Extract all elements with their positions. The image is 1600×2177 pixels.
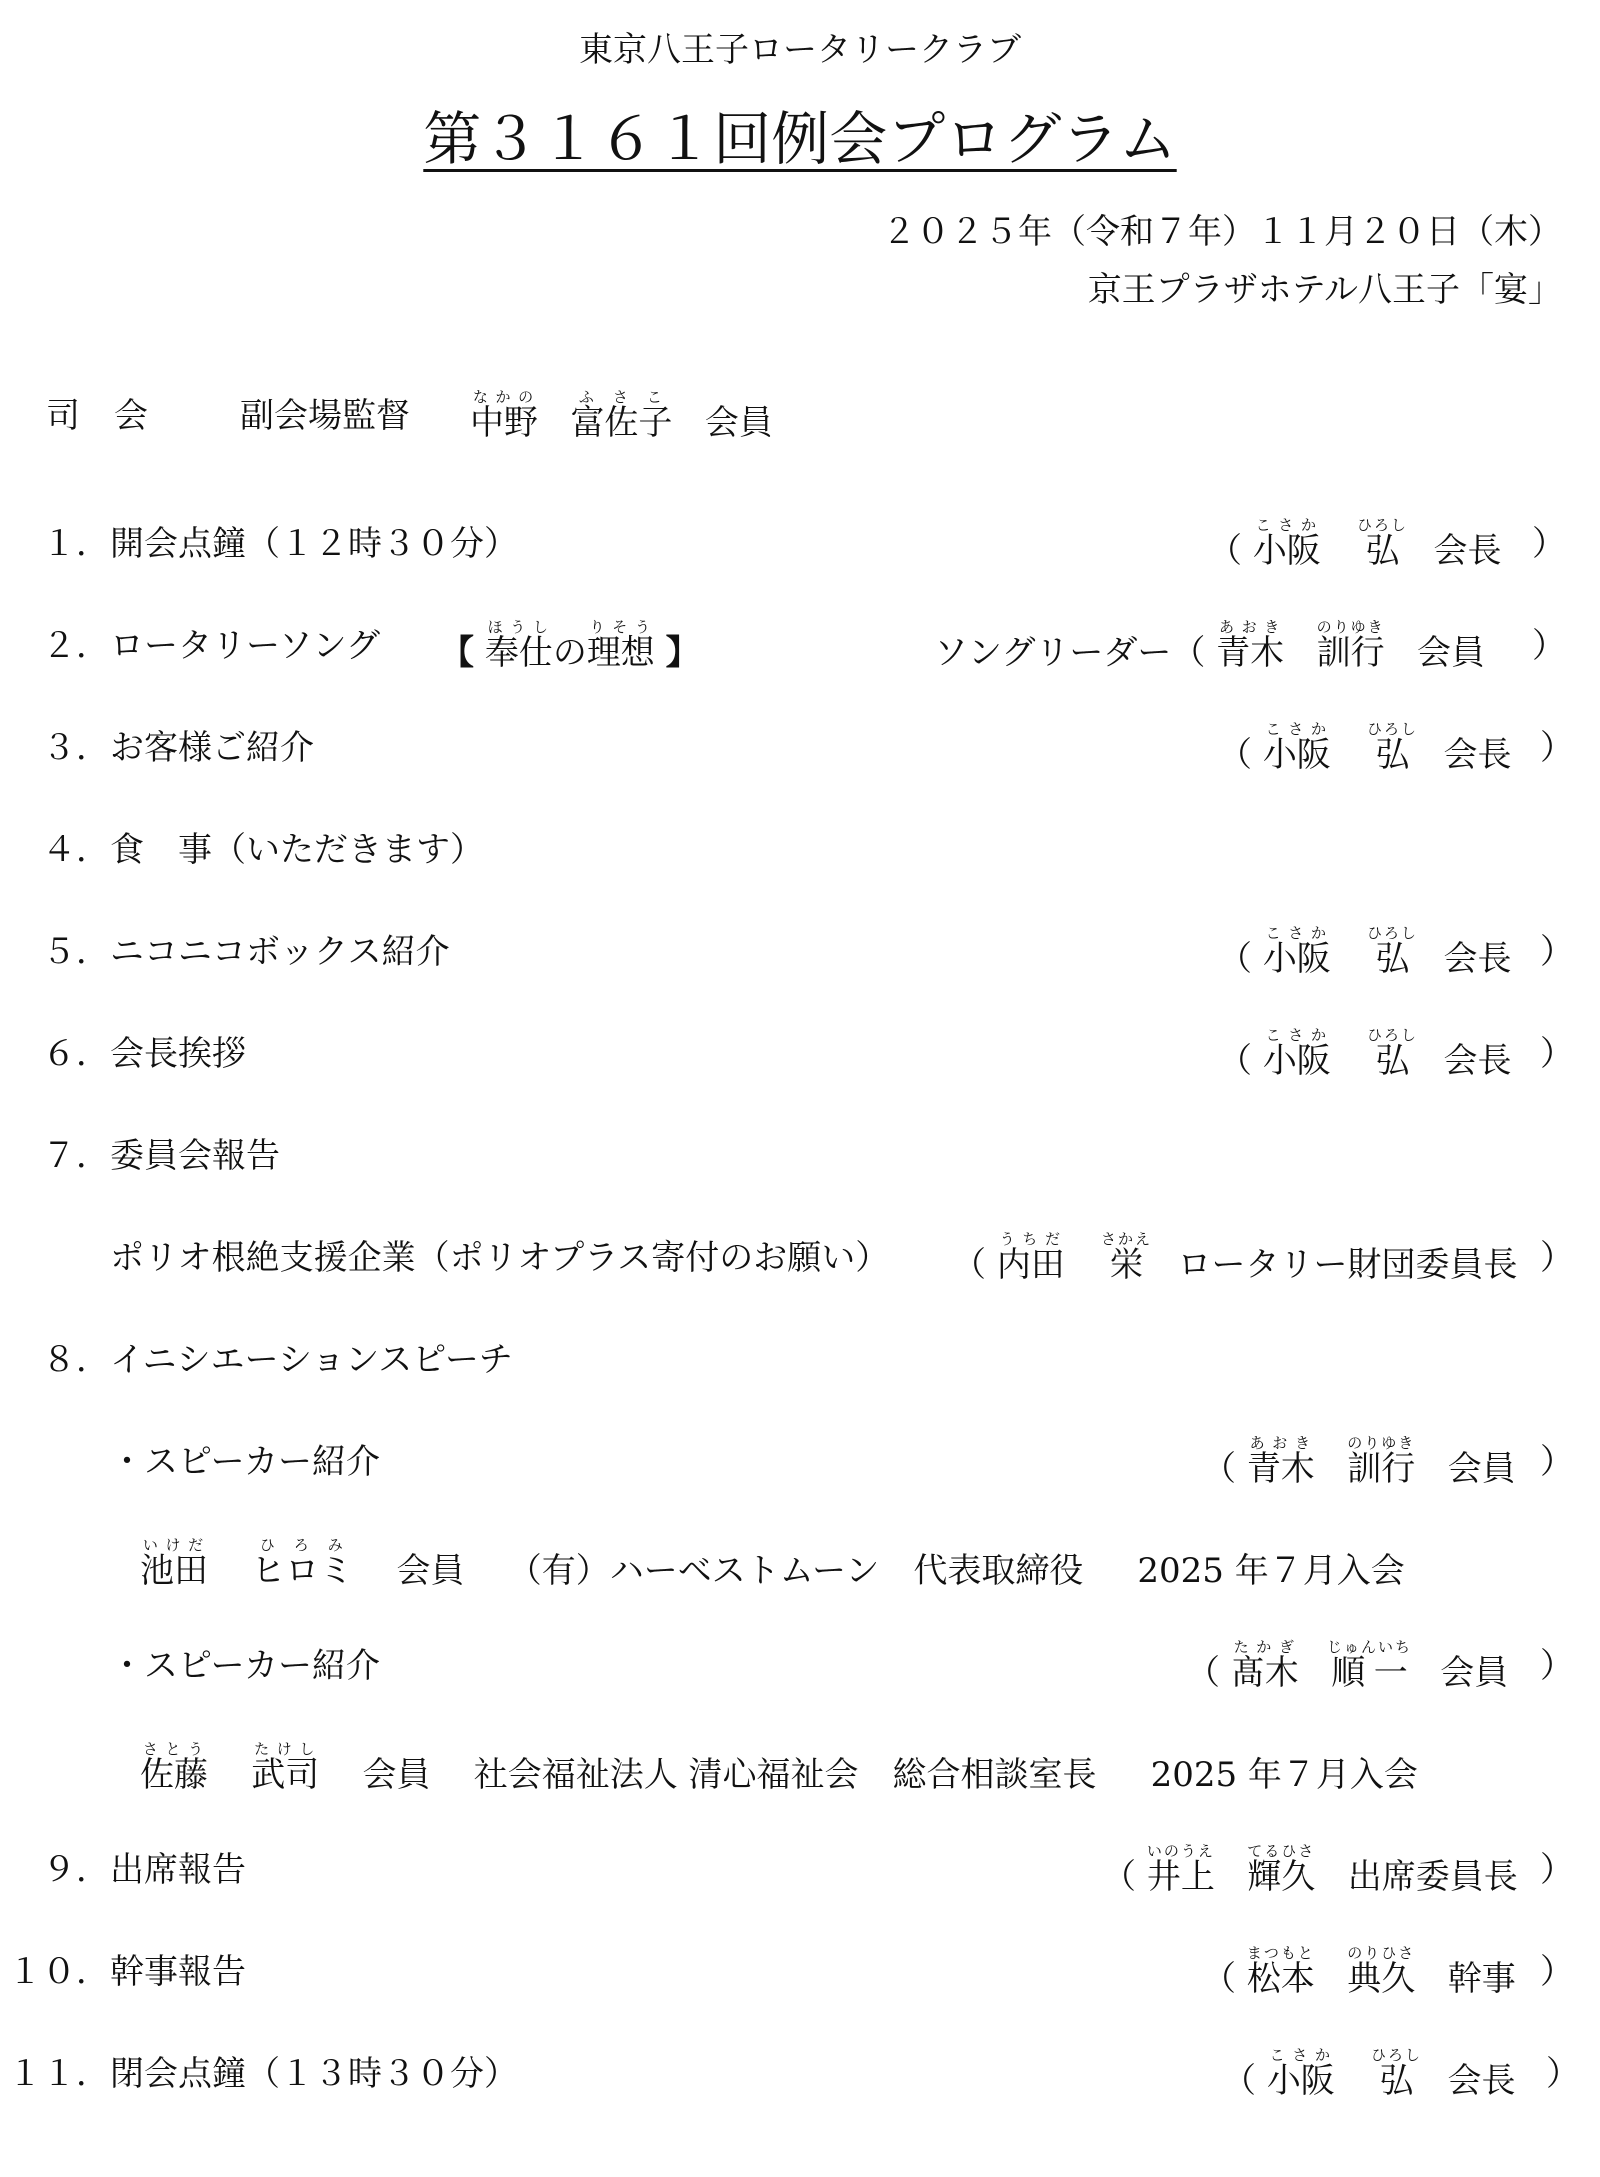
speaker-2 — [140, 1740, 1418, 1796]
item-number: ４． — [42, 830, 110, 870]
item-number: １１． — [8, 2054, 110, 2094]
open-paren: （ — [952, 1245, 986, 1285]
presenter-role: 会員 — [1447, 1449, 1516, 1489]
item-label: ロータリーソング — [110, 626, 380, 666]
presenter-given-name: 栄さかえ — [1101, 1230, 1153, 1285]
presenter-role: 会員 — [1417, 633, 1486, 673]
presenter-given-name: 順一じゅんいち — [1327, 1638, 1413, 1693]
page-title — [0, 92, 1600, 176]
item-5-presenter — [1218, 924, 1512, 980]
item-number: ６． — [42, 1034, 110, 1074]
item-label: 出席報告 — [110, 1850, 246, 1890]
song-particle: の — [552, 633, 587, 673]
program-item-5 — [0, 924, 450, 973]
speaker-role: 会員 — [362, 1755, 431, 1795]
presenter-role: 会長 — [1443, 1041, 1512, 1081]
close-paren: ） — [1540, 1952, 1574, 1992]
song-leader-label: ソングリーダー（ — [934, 633, 1206, 673]
open-paren: （ — [1218, 1041, 1252, 1081]
presenter-surname: 青木あおき — [1216, 618, 1285, 673]
program-item-3 — [0, 720, 314, 769]
program-item-7 — [0, 1128, 280, 1177]
open-paren: （ — [1218, 939, 1252, 979]
speaker-surname: 池田いけだ — [140, 1536, 208, 1591]
presenter-surname: 小阪こさか — [1262, 924, 1331, 979]
presenter-surname: 小阪こさか — [1262, 720, 1331, 775]
song-title — [440, 618, 700, 674]
speaker-joined: 2025 年７月入会 — [1150, 1755, 1418, 1795]
presenter-role: 出席委員長 — [1347, 1857, 1518, 1897]
item-number: １０． — [8, 1952, 110, 1992]
speaker-1 — [140, 1536, 1405, 1592]
page-title-text: 第３１６１回例会プログラム — [423, 105, 1177, 173]
close-paren: ） — [1540, 932, 1574, 972]
speaker-role: 会員 — [396, 1551, 465, 1591]
polio-presenter — [952, 1230, 1518, 1286]
open-paren: （ — [1186, 1653, 1220, 1693]
program-item-1 — [0, 516, 518, 565]
presenter-surname: 内田うちだ — [996, 1230, 1065, 1285]
item-number: ２． — [42, 626, 110, 666]
close-paren: ） — [1532, 626, 1566, 666]
presenter-given-name: 弘ひろし — [1367, 924, 1419, 979]
program-item-6 — [0, 1026, 246, 1075]
item-number: ３． — [42, 728, 110, 768]
speaker-surname: 佐藤さとう — [140, 1740, 208, 1795]
open-paren: （ — [1202, 1449, 1236, 1489]
close-paren: ） — [1540, 1850, 1574, 1890]
presenter-given-name: 弘ひろし — [1367, 1026, 1419, 1081]
program-item-4 — [0, 822, 484, 871]
presenter-given-name: 訓行のりゆき — [1316, 618, 1385, 673]
emcee-role: 副会場監督 — [240, 396, 410, 436]
speaker-affiliation: （有）ハーベストムーン 代表取締役 — [507, 1551, 1084, 1591]
emcee-given-name: 富佐子ふさこ — [570, 388, 673, 443]
speaker-joined: 2025 年７月入会 — [1137, 1551, 1405, 1591]
speaker-intro-1: ・スピーカー紹介 — [110, 1442, 380, 1482]
presenter-role: 会長 — [1443, 939, 1512, 979]
close-paren: ） — [1540, 1646, 1574, 1686]
presenter-surname: 青木あおき — [1246, 1434, 1315, 1489]
song-word-1: 奉仕ほうし — [484, 618, 553, 673]
program-item-2 — [0, 618, 380, 667]
presenter-role: 会長 — [1433, 531, 1502, 571]
program-item-9 — [0, 1842, 246, 1891]
open-paren: （ — [1218, 735, 1252, 775]
item-number: ５． — [42, 932, 110, 972]
program-item-8 — [0, 1332, 513, 1381]
presenter-given-name: 弘ひろし — [1371, 2046, 1423, 2101]
speaker-intro-2: ・スピーカー紹介 — [110, 1646, 380, 1686]
close-paren: ） — [1532, 524, 1566, 564]
close-paren: ） — [1540, 728, 1574, 768]
organization-name: 東京八王子ロータリークラブ — [579, 30, 1021, 70]
item-number: １． — [42, 524, 110, 564]
item-6-presenter — [1218, 1026, 1512, 1082]
item-3-presenter — [1218, 720, 1512, 776]
item-label: 閉会点鐘（１３時３０分） — [110, 2054, 518, 2094]
open-paren: （ — [1102, 1857, 1136, 1897]
presenter-surname: 小阪こさか — [1262, 1026, 1331, 1081]
presenter-surname: 髙木たかぎ — [1230, 1638, 1299, 1693]
emcee-name — [470, 388, 773, 444]
presenter-surname: 井上いのうえ — [1146, 1842, 1215, 1897]
presenter-role: 幹事 — [1447, 1959, 1516, 1999]
item-1-presenter — [1208, 516, 1502, 572]
song-bracket-open: 【 — [440, 633, 474, 673]
presenter-surname: 松本まつもと — [1246, 1944, 1315, 1999]
speaker-given-name: 武司たけし — [251, 1740, 320, 1795]
item-label: 幹事報告 — [110, 1952, 246, 1992]
presenter-given-name: 弘ひろし — [1367, 720, 1419, 775]
presenter-given-name: 典久のりひさ — [1347, 1944, 1416, 1999]
speaker-affiliation: 社会福祉法人 清心福祉会 総合相談室長 — [473, 1755, 1097, 1795]
close-paren: ） — [1540, 1034, 1574, 1074]
item-label: イニシエーションスピーチ — [110, 1340, 513, 1380]
emcee-surname: 中野なかの — [470, 388, 538, 443]
open-paren: （ — [1222, 2061, 1256, 2101]
item-number: ９． — [42, 1850, 110, 1890]
open-paren: （ — [1202, 1959, 1236, 1999]
item-2-presenter — [934, 618, 1485, 674]
item-11-presenter — [1222, 2046, 1516, 2102]
close-paren: ） — [1540, 1442, 1574, 1482]
program-item-11 — [0, 2046, 518, 2095]
presenter-surname: 小阪こさか — [1252, 516, 1321, 571]
presenter-role: ロータリー財団委員長 — [1177, 1245, 1518, 1285]
presenter-given-name: 弘ひろし — [1357, 516, 1409, 571]
committee-report-polio: ポリオ根絶支援企業（ポリオプラス寄付のお願い） — [110, 1238, 890, 1278]
presenter-role: 会長 — [1443, 735, 1512, 775]
item-label: 開会点鐘（１２時３０分） — [110, 524, 518, 564]
item-label: 会長挨拶 — [110, 1034, 246, 1074]
item-number: ７． — [42, 1136, 110, 1176]
speaker-given-name: ヒロミひろみ — [251, 1536, 354, 1591]
presenter-role: 会員 — [1440, 1653, 1509, 1693]
emcee-label: 司 会 — [46, 396, 148, 436]
open-paren: （ — [1208, 531, 1242, 571]
speaker-intro-1-presenter — [1202, 1434, 1516, 1490]
close-paren: ） — [1546, 2054, 1580, 2094]
item-label: 食 事（いただきます） — [110, 830, 484, 870]
presenter-role: 会長 — [1447, 2061, 1516, 2101]
item-label: ニコニコボックス紹介 — [110, 932, 450, 972]
item-9-presenter — [1102, 1842, 1518, 1898]
presenter-given-name: 訓行のりゆき — [1347, 1434, 1416, 1489]
meeting-venue: 京王プラザホテル八王子「宴」 — [1087, 270, 1562, 310]
item-label: 委員会報告 — [110, 1136, 280, 1176]
close-paren: ） — [1540, 1238, 1574, 1278]
song-bracket-close: 】 — [665, 633, 700, 673]
song-word-2: 理想りそう — [586, 618, 655, 673]
presenter-given-name: 輝久てるひさ — [1247, 1842, 1316, 1897]
meeting-date: ２０２５年（令和７年）１１月２０日（木） — [882, 212, 1562, 252]
program-item-10 — [0, 1944, 246, 1993]
speaker-intro-2-presenter — [1186, 1638, 1508, 1694]
item-label: お客様ご紹介 — [110, 728, 314, 768]
item-number: ８． — [42, 1340, 110, 1380]
presenter-surname: 小阪こさか — [1266, 2046, 1335, 2101]
emcee-title: 会員 — [704, 403, 773, 443]
item-10-presenter — [1202, 1944, 1516, 2000]
